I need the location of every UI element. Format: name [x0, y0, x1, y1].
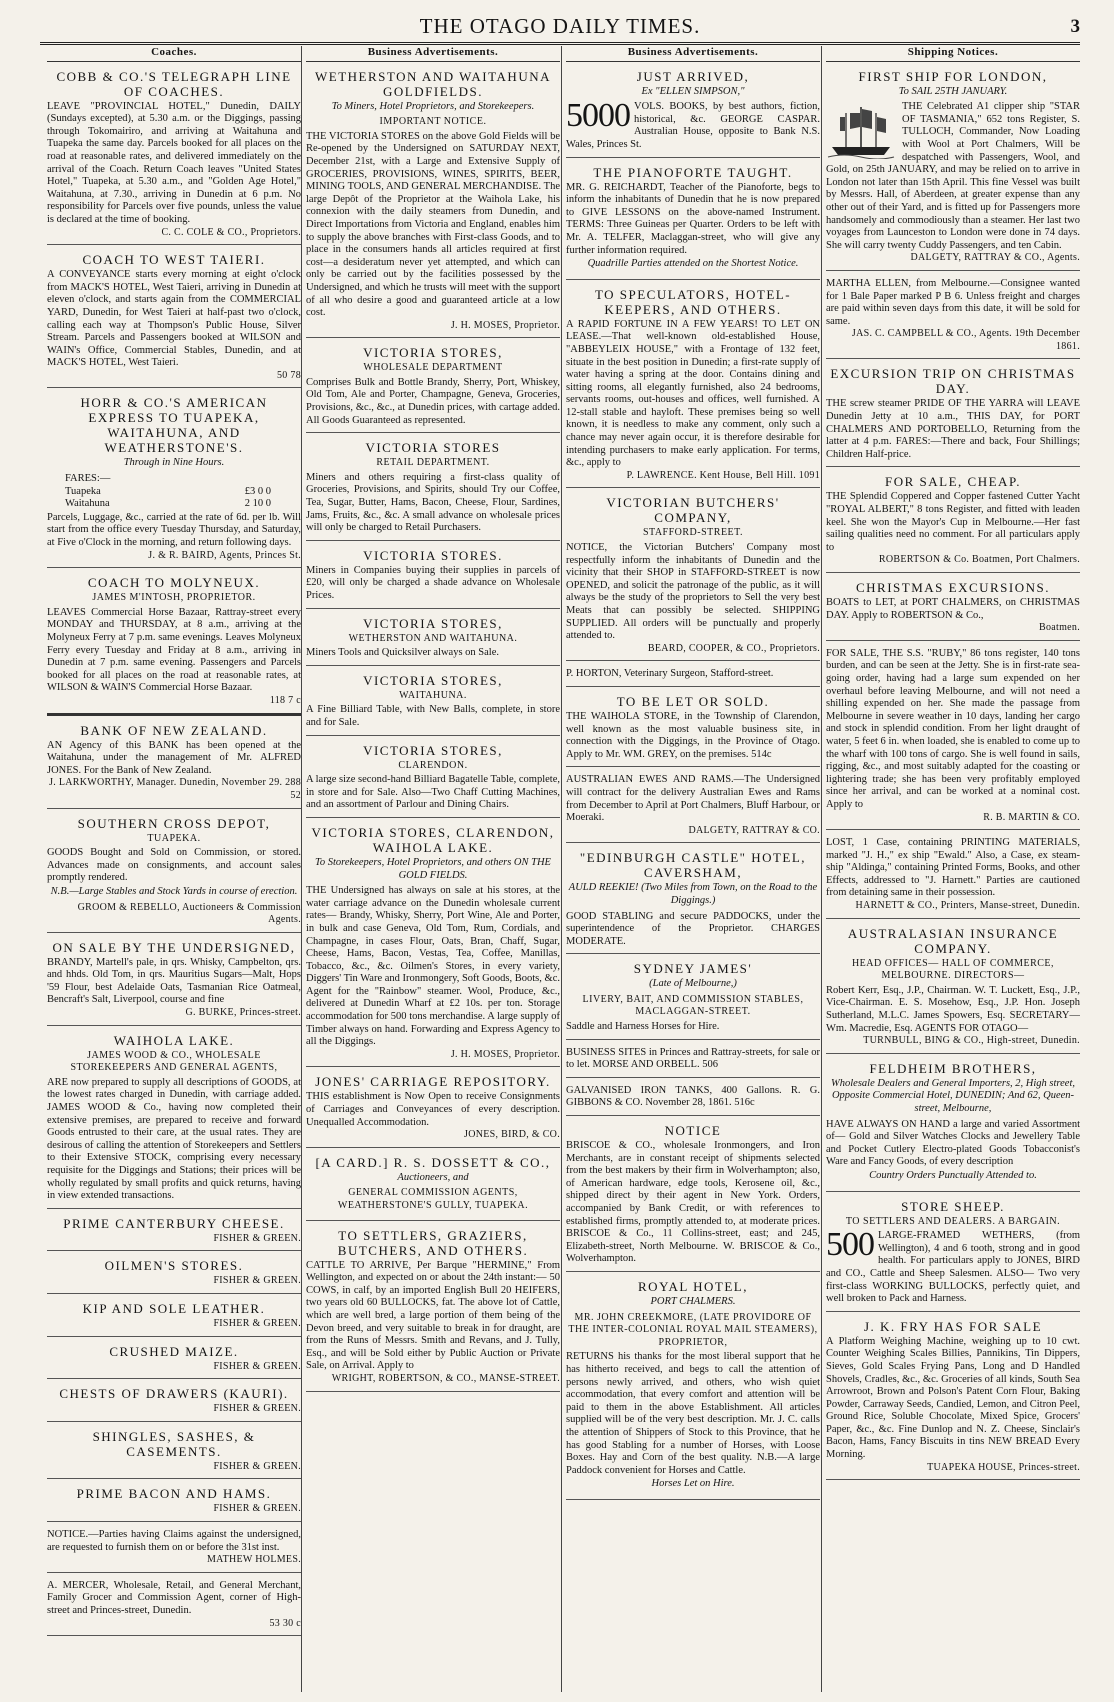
ad-signature: FISHER & GREEN.	[213, 1503, 301, 1515]
ad-title: JUST ARRIVED,	[636, 68, 750, 84]
column-heading: Coaches.	[47, 46, 301, 62]
advertisement	[566, 66, 820, 158]
advertisement	[566, 492, 820, 661]
ad-title: CHESTS OF DRAWERS (KAURI).	[59, 1386, 289, 1402]
ad-title: SOUTHERN CROSS DEPOT,	[77, 815, 271, 831]
ad-body: THE Celebrated A1 clipper ship "STAR OF TASMANIA," 652 tons Register, S. TULLOCH, Commander, Now Loading with Wool at Port Chalmers, Will be despatched with Passengers, Wool, and Gold, on 25th JANUARY, and may be relied on to arrive in London not later than 15th April. This fine Vessel was built by Messrs. Hall, of Aberdeen, at greater expense than any other out of their Yard, and is fitted up for Passengers more handsomely and commodiously than a steamer. Her last two voyages from Launceston to London were done in 74 days. She will carry twenty Cuddy Passengers, and ten Cabin.	[826, 101, 1080, 251]
advertisement	[47, 1341, 301, 1380]
ad-signature: 53 30 c	[269, 1617, 301, 1629]
ad-signature: FISHER & GREEN.	[213, 1460, 301, 1472]
ad-subheading: (Late of Melbourne,)	[649, 978, 737, 990]
ad-title: TO SPECULATORS, HOTEL-KEEPERS, AND OTHERS.	[594, 286, 792, 317]
advertisement	[306, 1071, 560, 1147]
advertisement	[826, 66, 1080, 271]
ad-title: VICTORIA STORES,	[363, 615, 503, 631]
ad-body: GOOD STABLING and secure PADDOCKS, under the superintendence of the Proprietor. CHARGES MODERATE.	[566, 910, 820, 947]
clipper-ship-illustration	[826, 103, 896, 159]
advertisement	[306, 1152, 560, 1221]
ad-title: COACH TO WEST TAIERI.	[82, 252, 266, 268]
advertisement	[826, 275, 1080, 360]
ad-subtitle: JAMES M'INTOSH, PROPRIETOR.	[92, 592, 256, 604]
ad-subtitle: WETHERSTON AND WAITAHUNA.	[348, 632, 518, 644]
large-numeral: 500	[826, 1226, 874, 1264]
ad-signature: TURNBULL, BING & CO., High-street, Dunedin.	[863, 1035, 1080, 1047]
fares-label: FARES:—	[65, 473, 111, 485]
ad-signature: HARNETT & CO., Printers, Manse-street, Dunedin.	[855, 900, 1080, 912]
ad-note: Quadrille Parties attended on the Shortest Notice.	[587, 258, 799, 270]
ad-subtitle: TO SETTLERS AND DEALERS. A BARGAIN.	[845, 1215, 1061, 1227]
ad-signature: 50 78	[277, 369, 301, 381]
advertisement	[47, 1426, 301, 1480]
column-business-2	[566, 46, 820, 1692]
ad-title: VICTORIA STORES,	[363, 742, 503, 758]
advertisement	[566, 1044, 820, 1078]
ad-body: AUSTRALIAN EWES AND RAMS.—The Undersigned will contract for the delivery Australian Ewes and Rams from December to April at Port Chalmers, Bluff Harbour, or Moeraki.	[566, 774, 820, 824]
advertisement	[306, 822, 560, 1068]
ad-subtitle: JAMES WOOD & CO., WHOLESALE STOREKEEPERS AND GENERAL AGENTS,	[70, 1049, 278, 1074]
ad-title: PRIME CANTERBURY CHEESE.	[63, 1215, 285, 1231]
advertisement	[566, 1276, 820, 1500]
advertisement	[826, 645, 1080, 830]
advertisement	[47, 1255, 301, 1294]
advertisement	[47, 1298, 301, 1337]
advertisement	[826, 577, 1080, 641]
ad-title: VICTORIA STORES, CLARENDON, WAIHOLA LAKE.	[311, 824, 555, 855]
ad-subtitle: IMPORTANT NOTICE.	[379, 116, 487, 128]
fare-row	[47, 486, 301, 499]
ad-title: FELDHEIM BROTHERS,	[869, 1060, 1037, 1076]
ad-body: BRISCOE & CO., wholesale Ironmongers, and Iron Merchants, are in constant receipt of shipments selected from the best makers by their firm in Wolverhampton; also, of American hardware, edge tools, Kerosene oil, &c., shipped direct by their agent in New York. Orders, accompanied by Bank Credit, or with references to established firms, promptly attended to, at moderate prices. BRISCOE & Co., 11 Collins-street, east; and 245, Elizabeth-street, North Melbourne. W. BRISCOE & Co., Wolverhampton.	[566, 1140, 820, 1265]
ad-title: WETHERSTON AND WAITAHUNA GOLDFIELDS.	[315, 68, 551, 99]
ad-title: VICTORIA STORES.	[363, 547, 503, 563]
ad-body: Comprises Bulk and Bottle Brandy, Sherry, Port, Whiskey, Old Tom, Ale and Porter, Champagne, Geneva, Groceries, Provisions, &c., &c., at Dunedin prices, with cartage added. All Goods Guaranteed as represented.	[306, 376, 560, 426]
column-coaches	[47, 46, 301, 1692]
advertisement	[47, 813, 301, 933]
ad-subheading: To Miners, Hotel Proprietors, and Storekeepers.	[331, 100, 535, 112]
advertisement	[566, 1120, 820, 1272]
ad-subtitle: TUAPEKA.	[147, 832, 201, 844]
advertisement	[566, 1082, 820, 1116]
ad-signature: J. H. MOSES, Proprietor.	[450, 1048, 560, 1060]
column-rule	[821, 46, 822, 1692]
ad-title: COACH TO MOLYNEUX.	[87, 575, 261, 591]
ad-signature: G. BURKE, Princes-street.	[185, 1007, 301, 1019]
ad-signature: JONES, BIRD, & CO.	[464, 1129, 560, 1141]
ad-title: JONES' CARRIAGE REPOSITORY.	[315, 1074, 551, 1090]
advertisement	[826, 923, 1080, 1054]
ad-title: VICTORIA STORES	[365, 440, 501, 456]
ad-body: BRANDY, Martell's pale, in qrs. Whisky, Campbelton, qrs. and hhds. Old Tom, in qrs. Mauritius Sugars—Malt, Hops '59 Flour, best Adelaide Oats, Tasmanian Rice Oatmeal, Bencraft's Salt, Liverpool, course and fine	[47, 956, 301, 1006]
advertisement	[47, 1030, 301, 1209]
ad-body: Parcels, Luggage, &c., carried at the rate of 6d. per lb. Will start from the office every Tuesday Thursday, and Saturday, at Five o'Clock in the morning, and return following days.	[47, 511, 301, 549]
ad-body: AN Agency of this BANK has been opened at the Waitahuna, under the management of Mr. ALFRED JONES. For the Bank of New Zealand.	[47, 739, 301, 776]
advertisement	[566, 691, 820, 767]
fare-row	[47, 498, 301, 511]
ad-title: "EDINBURGH CASTLE" HOTEL, CAVERSHAM,	[579, 850, 807, 881]
ad-subtitle: WHOLESALE DEPARTMENT	[363, 362, 503, 374]
ad-title: NOTICE	[664, 1123, 722, 1139]
ad-subtitle: HEAD OFFICES— HALL OF COMMERCE, MELBOURNE. DIRECTORS—	[851, 957, 1055, 982]
ad-title: [A CARD.] R. S. DOSSETT & CO.,	[315, 1154, 551, 1170]
advertisement	[47, 1383, 301, 1422]
ad-body: THE screw steamer PRIDE OF THE YARRA will LEAVE Dunedin Jetty at 10 a.m., THIS DAY, for PORT CHALMERS AND PORTOBELLO, Returning from the latter at 4 p.m. FARES:—There and back, Four Shillings; Children Half-price.	[826, 398, 1080, 460]
ad-title: SYDNEY JAMES'	[633, 961, 753, 977]
advertisement	[826, 1058, 1080, 1192]
ad-signature: FISHER & GREEN.	[213, 1360, 301, 1372]
ad-body: THE VICTORIA STORES on the above Gold Fields will be Re-opened by the Undersigned on SATURDAY NEXT, December 21st, with a Large and Extensive Supply of GROCERIES, PROVISIONS, WINES, SPIRITS, BEER, MINING TOOLS, AND GENERAL MERCHANDISE. The large Depôt of the Proprietor at the Waihola Lake, his connexion with the daily steamers from Dunedin, and Direct Importations from Victoria and England, enables him to supply the above branches with First-class Goods, and to place in the consumers hands all articles required at first cost—a desideratum never yet attempted, and which can only be carried out by the facilities possessed by the Undersigned, and which he trusts will meet with the support of all who desire a good and guaranteed article at a low cost.	[306, 130, 560, 319]
ad-title: SHINGLES, SASHES, & CASEMENTS.	[92, 1428, 256, 1459]
ad-title: THE PIANOFORTE TAUGHT.	[593, 164, 793, 180]
advertisement	[47, 1577, 301, 1636]
column-rule	[301, 46, 302, 1692]
advertisement	[47, 937, 301, 1026]
ad-subtitle: MR. JOHN CREEKMORE, (LATE PROVIDORE OF THE INTER-COLONIAL ROYAL MAIL STEAMERS), PROPRIETOR,	[568, 1311, 818, 1348]
ad-body: GOODS Bought and Sold on Commission, or stored. Advances made on consignments, and account sales promptly rendered.	[47, 847, 301, 884]
ad-body: VOLS. BOOKS, by best authors, fiction, historical, &c. GEORGE CASPAR. Australian House, opposite to Bank N.S. Wales, Princes St.	[566, 101, 820, 150]
ad-subtitle: LIVERY, BAIT, AND COMMISSION STABLES, MACLAGGAN-STREET.	[582, 993, 804, 1018]
advertisement	[306, 545, 560, 609]
ad-signature: DALGETY, RATTRAY & CO., Agents.	[910, 252, 1080, 264]
advertisement	[47, 249, 301, 388]
ad-body: A Fine Billiard Table, with New Balls, complete, in store and for Sale.	[306, 704, 560, 728]
ad-title: HORR & CO.'S AMERICAN EXPRESS TO TUAPEKA, WAITAHUNA, AND WEATHERSTONE'S.	[80, 395, 268, 456]
ad-body: Miners and others requiring a first-class quality of Groceries, Provisions, and Spirits, should Try our Coffee, Tea, Sugar, Butter, Hams, Bacon, Cheese, Flour, Sardines, Jams, Fruits, &c., &c. A small advance on wholesale prices will only be charged to Retail Purchasers.	[306, 471, 560, 534]
ad-signature: TUAPEKA HOUSE, Princes-street.	[927, 1461, 1080, 1473]
ad-subheading: To SAIL 25TH JANUARY.	[898, 85, 1008, 97]
ad-title: ON SALE BY THE UNDERSIGNED,	[52, 939, 296, 955]
ad-body: Miners in Companies buying their supplies in parcels of £20, will only be charged a shade advance on Wholesale Prices.	[306, 564, 560, 601]
ad-signature: FISHER & GREEN.	[213, 1232, 301, 1244]
ad-body: MARTHA ELLEN, from Melbourne.—Consignee wanted for 1 Bale Paper marked P B 6. Unless freight and charges are paid within seven days from this date, it will be sold for same.	[826, 277, 1080, 327]
advertisement	[566, 284, 820, 489]
ad-subheading: Ex "ELLEN SIMPSON,"	[641, 85, 745, 97]
ad-title: VICTORIA STORES,	[363, 672, 503, 688]
ad-title: TO BE LET OR SOLD.	[616, 693, 770, 709]
advertisement	[826, 363, 1080, 467]
ad-signature: R. B. MARTIN & CO.	[983, 811, 1080, 823]
ad-body: THE WAIHOLA STORE, in the Township of Clarendon, well known as the most valuable business site, in connection with the Diggings, in the Province of Otago. Apply to Mr. WM. GREY, on the premises. 514c	[566, 710, 820, 760]
ad-signature: P. LAWRENCE. Kent House, Bell Hill. 1091	[626, 469, 820, 481]
advertisement	[306, 342, 560, 433]
ad-title: FOR SALE, CHEAP.	[885, 474, 1021, 490]
advertisement	[566, 847, 820, 954]
ad-body: THE Undersigned has always on sale at his stores, at the water carriage advance on the Dunedin wholesale current rates— Brandy, Whisky, Sherry, Port Wine, Ale and Porter, in bulk and case Geneva, Old Tom, Rum, Cordials, and Champagne, in cases Flour, Oats, Bran, Chaff, Sugar, Cheese, Hams, Bacon, Vestas, Tea, Coffee, Manillas, Tobacco, &c., &c. Oilmen's Stores, in every variety, Diggers' Tin Ware and Ironmongery, Soft Goods, Boots, &c. Agent for the "Rainbow" steamer. Wool, Produce, &c., delivered at Dunedin Wharf at £2 10s. per ton. Storage accommodation for 500 tons merchandise. A large supply of Timber always on hand. Forwarding and Express Agency to all the Diggings.	[306, 885, 560, 1048]
ad-title: PRIME BACON AND HAMS.	[76, 1486, 272, 1502]
column-heading: Shipping Notices.	[826, 46, 1080, 62]
ad-subtitle: GENERAL COMMISSION AGENTS, WEATHERSTONE'S GULLY, TUAPEKA.	[337, 1187, 529, 1211]
advertisement	[47, 1483, 301, 1522]
advertisement	[566, 665, 820, 687]
ad-body: MR. G. REICHARDT, Teacher of the Pianoforte, begs to inform the inhabitants of Dunedin that he is now prepared to GIVE LESSONS on the above-named Instrument. TERMS: Three Guineas per Quarter. Orders to be left with Mr. A. TELFER, Maclaggan-street, who will give any further information required.	[566, 181, 820, 256]
ad-body: GALVANISED IRON TANKS, 400 Gallons. R. G. GIBBONS & CO. November 28, 1861. 516c	[566, 1084, 820, 1109]
ad-title: WAIHOLA LAKE.	[113, 1032, 235, 1048]
ad-title: J. K. FRY HAS FOR SALE	[863, 1318, 1043, 1334]
ad-subheading: To Storekeepers, Hotel Proprietors, and others ON THE GOLD FIELDS.	[315, 856, 551, 881]
ad-body: LEAVE "PROVINCIAL HOTEL," Dunedin, DAILY (Sundays excepted), at 5.30 a.m. or the Diggings, passing through Tokomairiro, and arriving at Waitahuna and Tuapeka the same day. Parcels booked for all places on the road at reasonable rates, and delivered immediately on the arrival of the Coach. Return Coach leaves "United States Hotel," Tuapeka, at 5.30 a.m., and "Golden Age Hotel," Waitahuna, at 7.30., arriving in Dunedin at 6 p.m. No responsibility for Parcels over five pounds, unless the value is declared at the time of booking.	[47, 100, 301, 225]
ad-body: A Platform Weighing Machine, weighing up to 10 cwt. Counter Weighing Scales Billies, Pannikins, Tin Dippers, Sieves, Gold Scales Frying Pans, Long and D Handled Shovels, Cradles, &c., &c. Groceries of all kinds, South Sea Arrowroot, Brown and Polson's Patent Corn Flour, Baking Powder, Carraway Seeds, Candied, Lemon, and Citron Peel, Ground Rice, Soluble Chocolate, Mixed Spice, Grocers' Paper, &c., &c. Fine Dunlop and N. Z. Cheese, Sinclair's Bacon, Hams, Fancy Biscuits in tins NEW BREAD Every Morning.	[826, 1335, 1080, 1461]
ad-body: LARGE-FRAMED WETHERS, (from Wellington), 4 and 6 tooth, strong and in good health. For particulars apply to JONES, BIRD and CO., Cattle and Sheep Salesmen. ALSO— Two very first-class WORKING BULLOCKS, perfectly quiet, and well broken to Pack and Harness.	[826, 1230, 1080, 1305]
ad-body: A large size second-hand Billiard Bagatelle Table, complete, in store and for Sale. Also—Two Chaff Cutting Machines, and an assortment of Parlour and Dining Chairs.	[306, 774, 560, 811]
large-numeral: 5000	[566, 97, 630, 135]
ad-body: BUSINESS SITES in Princes and Rattray-streets, for sale or to let. MORSE AND ORBELL. 506	[566, 1046, 820, 1071]
ad-signature: DALGETY, RATTRAY & CO.	[688, 824, 820, 836]
ad-subheading: Through in Nine Hours.	[123, 457, 225, 469]
ad-title: CRUSHED MAIZE.	[109, 1343, 239, 1359]
page-number: 3	[1070, 16, 1080, 37]
ad-signature: WRIGHT, ROBERTSON, & CO., MANSE-STREET.	[331, 1372, 560, 1384]
ad-title: VICTORIA STORES,	[363, 345, 503, 361]
ad-title: EXCURSION TRIP ON CHRISTMAS DAY.	[830, 366, 1076, 397]
ad-title: KIP AND SOLE LEATHER.	[82, 1300, 266, 1316]
ad-signature: ROBERTSON & Co. Boatmen, Port Chalmers.	[878, 554, 1080, 566]
ad-signature: Boatmen.	[1038, 622, 1080, 634]
ad-title: AUSTRALASIAN INSURANCE COMPANY.	[847, 925, 1059, 956]
advertisement	[566, 771, 820, 843]
ad-signature: MATHEW HOLMES.	[206, 1554, 301, 1566]
ad-body: A CONVEYANCE starts every morning at eight o'clock from MACK'S HOTEL, West Taieri, arriving in Dunedin at eleven o'clock, and starts again from the COMMERCIAL YARD, Dunedin, for West Taieri at half-past two o'clock, calling each way at Thompson's Public House, Silver Stream. Parcels and Passengers booked at WILSON and WAIN's Office, Commercial Stables, Dunedin, and at MACK'S HOTEL, West Taieri.	[47, 269, 301, 369]
ad-signature: BEARD, COOPER, & CO., Proprietors.	[647, 642, 820, 654]
ad-signature: FISHER & GREEN.	[213, 1403, 301, 1415]
ad-body: Saddle and Harness Horses for Hire.	[566, 1021, 720, 1033]
ad-title: ROYAL HOTEL,	[638, 1278, 748, 1294]
ad-body: Miners Tools and Quicksilver always on Sale.	[306, 647, 499, 659]
ad-signature: J. LARKWORTHY, Manager. Dunedin, November 29. 288 52	[49, 777, 301, 801]
ad-note: Country Orders Punctually Attended to.	[869, 1169, 1037, 1181]
ad-body: LOST, 1 Case, containing PRINTING MATERIALS, marked "J. H.," ex ship "Ewald." Also, a Case, ex steam-ship "Aldinga," containing Printed Forms, Books, and other Effects, addressed to "J. Harnett." Parties are cautioned from detaining same in their possession.	[826, 837, 1080, 899]
ad-signature: J. H. MOSES, Proprietor.	[450, 319, 560, 331]
ad-body: THE Splendid Coppered and Copper fastened Cutter Yacht "ROYAL ALBERT," 8 tons Register, and fitted with leaden keel. She won the Mayor's Cup in Melbourne.—Her fast sailing qualities need no comment. For all particulars apply to	[826, 491, 1080, 553]
advertisement	[47, 1526, 301, 1573]
fare-price: £3 0 0	[244, 485, 271, 497]
column-business-1	[306, 46, 560, 1692]
advertisement	[566, 958, 820, 1039]
ad-signature: FISHER & GREEN.	[213, 1275, 301, 1287]
fare-place: Tuapeka	[65, 485, 101, 497]
ad-body: A RAPID FORTUNE IN A FEW YEARS! TO LET ON LEASE.—That well-known old-established House, "ABBEYLEIX HOUSE," with a Frontage of 132 feet, situate in the best position in Dunedin; a first-rate supply of water having a spring at the door. Contains dining and sitting rooms, all elegantly furnished, also 24 bedrooms, servants rooms, out-houses and offices, well furnished. A 12-stall stable and hayloft. These premises being so well known, it is needless to make any comment, only such a chance may never again occur, it is therefore desirable for intending purchasers to make early application. For terms, &c., apply to	[566, 318, 820, 469]
ad-subtitle: CLARENDON.	[398, 759, 468, 771]
ad-signature: JAS. C. CAMPBELL & CO., Agents. 19th December 1861.	[851, 328, 1080, 352]
ad-body: P. HORTON, Veterinary Surgeon, Stafford-street.	[566, 668, 774, 680]
advertisement	[47, 1213, 301, 1252]
advertisement	[306, 670, 560, 736]
ad-body: Robert Kerr, Esq., J.P., Chairman. W. T. Luckett, Esq., J.P., Vice-Chairman. E. S. Mosehow, Esq., J.P. Hon. Joseph Sutherland, M.L.C. James Spowers, Esq. SECRETARY— Wm. Macredie, Esq. AGENTS FOR OTAGO—	[826, 984, 1080, 1034]
ad-body: ARE now prepared to supply all descriptions of GOODS, at the lowest rates charged in Dunedin, with carriage added. JAMES WOOD & Co., having now completed their extensive premises, are prepared to receive and forward Goods entrusted to their care, at the usual rates. They are desirous of calling the attention of Storekeepers and Settlers to their Extensive STOCK, comprising every necessary requisite for the Diggings and Stations; their prices will be wholly regulated by small profits and quick returns, having in view extended transactions.	[47, 1076, 301, 1202]
advertisement	[566, 162, 820, 280]
ad-subheading: AULD REEKIE! (Two Miles from Town, on the Road to the Diggings.)	[568, 882, 818, 906]
advertisement	[47, 392, 301, 568]
ad-body: THIS establishment is Now Open to receive Consignments of Carriages and Conveyances of every description. Unequalled Accommodation.	[306, 1091, 560, 1128]
advertisement	[306, 1225, 560, 1392]
ad-subtitle: WAITAHUNA.	[399, 689, 467, 701]
ad-signature: 118 7 c	[269, 694, 301, 706]
column-heading: Business Advertisements.	[566, 46, 820, 62]
ad-subheading: Wholesale Dealers and General Importers, 2, High street, Opposite Commercial Hotel, DUNEDIN; And 62, Queen-street, Melbourne,	[831, 1077, 1075, 1114]
ad-title: TO SETTLERS, GRAZIERS, BUTCHERS, AND OTHERS.	[337, 1227, 529, 1258]
ad-signature: C. C. COLE & CO., Proprietors.	[161, 226, 301, 238]
column-rule	[561, 46, 562, 1692]
fare-price: 2 10 0	[244, 498, 271, 510]
ad-subtitle: STAFFORD-STREET.	[642, 527, 744, 539]
ad-title: STORE SHEEP.	[901, 1198, 1005, 1214]
ad-body: NOTICE.—Parties having Claims against the undersigned, are requested to furnish them on or before the 31st inst.	[47, 1528, 301, 1553]
ad-signature: FISHER & GREEN.	[213, 1317, 301, 1329]
ad-body: FOR SALE, THE S.S. "RUBY," 86 tons register, 140 tons burden, and can be seen at the Jetty. She is in first-rate sea-going order, having had a large sum expended on her overhaul before leaving Melbourne, and will not need a shilling expended on her. She made the passage from Melbourne in severe weather in 10 days, landing her cargo and stock in splendid condition. From her light draught of water, 5 feet 6 in. when loaded, she is enabled to come up to the wharf with 100 tons of cargo. She is well found in sails, rigging, &c., and most suitably adapted for the coasting or lightering trade; she has been very profitably employed since her arrival, and can be worked at a nominal cost. Apply to	[826, 647, 1080, 810]
ad-subtitle: RETAIL DEPARTMENT.	[376, 457, 490, 469]
ad-body: LEAVES Commercial Horse Bazaar, Rattray-street every MONDAY and THURSDAY, at 8 a.m., arriving at the Molyneux Ferry at 7 p.m. same evenings. Leaves Molyneux Ferry every Tuesday and Friday at 8 a.m., arriving in Dunedin at 7 p.m. same evening. Passengers and Parcels booked for all places on the road at reasonable rates, at WILSON & WAIN'S Commercial Horse Bazaar.	[47, 606, 301, 694]
ad-title: FIRST SHIP FOR LONDON,	[858, 68, 1048, 84]
advertisement	[826, 1316, 1080, 1481]
ad-body: CATTLE TO ARRIVE, Per Barque "HERMINE," From Wellington, and expected on or about the 24th instant:— 50 COWS, in calf, by an imported English Bull 20 HEIFERS, two years old 60 BULLOCKS, fat. The above lot of Cattle, which are well bred, a large portion of them being of the Devon breed, and very suitable to break in for draught, are from the Runs of Messrs. Smith and Revans, and J. Tully, Esq., and will be Sold either by Public Auction or Private Sale, on Arrival. Apply to	[306, 1259, 560, 1372]
advertisement	[306, 437, 560, 541]
ad-body: HAVE ALWAYS ON HAND a large and varied Assortment of— Gold and Silver Watches Clocks and Jewellery Table and Pocket Cutlery Electro-plated Goods Tobacconist's Ware and Fancy Goods, of every description	[826, 1118, 1080, 1168]
advertisement	[826, 1196, 1080, 1312]
advertisement	[47, 572, 301, 715]
ad-title: COBB & CO.'S TELEGRAPH LINE OF COACHES.	[56, 68, 292, 99]
fare-place: Waitahuna	[65, 498, 110, 510]
newspaper-title: THE OTAGO DAILY TIMES.	[419, 14, 701, 38]
column-shipping	[826, 46, 1080, 1692]
advertisement	[306, 613, 560, 666]
ad-subheading: PORT CHALMERS.	[650, 1295, 736, 1307]
advertisement	[47, 66, 301, 246]
ad-title: OILMEN'S STORES.	[104, 1258, 244, 1274]
advertisement	[306, 66, 560, 339]
ad-signature: GROOM & REBELLO, Auctioneers & Commission Agents.	[77, 901, 301, 926]
ad-body: BOATS to LET, at PORT CHALMERS, on CHRISTMAS DAY. Apply to ROBERTSON & Co.,	[826, 597, 1080, 621]
advertisement	[47, 720, 301, 809]
masthead	[40, 14, 1080, 45]
ad-body: A. MERCER, Wholesale, Retail, and General Merchant, Family Grocer and Commission Agent, corner of High-street and Princes-street, Dunedin.	[47, 1579, 301, 1616]
advertisement	[306, 740, 560, 818]
ad-note: N.B.—Large Stables and Stock Yards in course of erection.	[50, 885, 298, 897]
advertisement	[826, 471, 1080, 573]
ad-body: NOTICE, the Victorian Butchers' Company most respectfully inform the inhabitants of Dunedin and the vicinity that their SHOP in STAFFORD-STREET is now OPENED, and solicit the patronage of the public, as it will always be the study of the proprietors to Sell the very best Meats that can possibly be selected. SHIPPING SUPPLIED. All orders will be punctually and properly attended to.	[566, 542, 820, 642]
ad-title: VICTORIAN BUTCHERS' COMPANY,	[606, 495, 780, 526]
ad-subheading: Auctioneers, and	[397, 1171, 469, 1183]
ad-signature: J. & R. BAIRD, Agents, Princes St.	[148, 549, 301, 561]
ad-title: BANK OF NEW ZEALAND.	[80, 722, 268, 738]
ad-body: RETURNS his thanks for the most liberal support that he has hitherto received, and begs to call the attention of persons newly arrived, and others, who wish quiet accommodation, that every comfort and attention will be paid to them in the above Establishment. All articles supplied will be of the very best description. Mr. J. C. calls the attention of Shippers of Stock to this Province, that he has good Stabling for a number of Horses, with Loose Boxes. Hay and Corn of the best quality. N.B.—A large Paddock convenient for Horses and Cattle.	[566, 1351, 820, 1476]
ad-note: Horses Let on Hire.	[651, 1478, 735, 1490]
advertisement	[826, 834, 1080, 919]
column-heading: Business Advertisements.	[306, 46, 560, 62]
ad-title: CHRISTMAS EXCURSIONS.	[855, 580, 1051, 595]
